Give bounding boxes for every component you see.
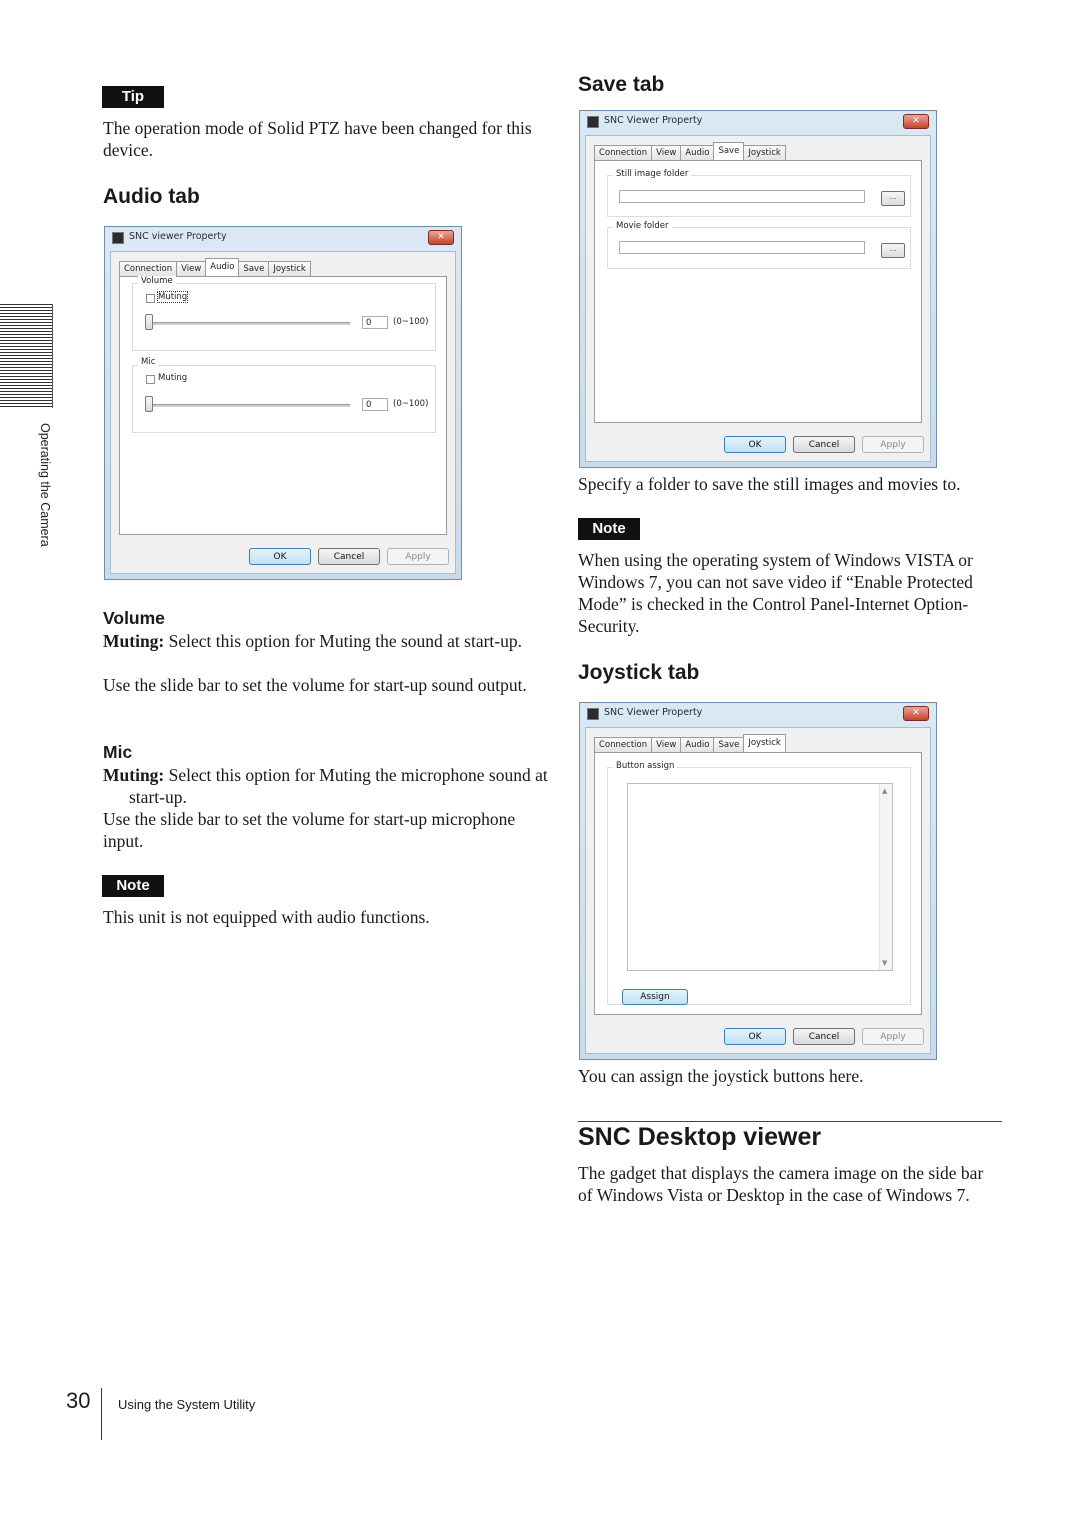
list-scrollbar[interactable] — [879, 784, 892, 970]
volume-muting-text — [103, 630, 559, 652]
apply-button[interactable]: Apply — [862, 436, 924, 453]
tab-audio[interactable]: Audio — [680, 737, 714, 752]
volume-value-field[interactable]: 0 — [362, 316, 388, 329]
tab-connection[interactable]: Connection — [594, 737, 652, 752]
dialog-title: SNC Viewer Property — [604, 115, 703, 126]
snc-desktop-text: The gadget that displays the camera image on the side bar of Windows Vista or Desktop in the case of Windows 7. — [578, 1163, 984, 1205]
tab-view[interactable]: View — [176, 261, 206, 276]
tab-joystick[interactable]: Joystick — [743, 734, 785, 752]
tab-joystick[interactable]: Joystick — [268, 261, 310, 276]
side-tab-divider — [52, 304, 53, 408]
still-folder-input[interactable] — [619, 190, 865, 203]
cancel-button[interactable]: Cancel — [793, 436, 855, 453]
title-bar — [105, 227, 461, 249]
joystick-caption: You can assign the joystick buttons here. — [578, 1066, 864, 1086]
movie-folder-browse-button[interactable]: ... — [881, 243, 905, 258]
volume-slider-thumb[interactable] — [145, 314, 153, 330]
tab-connection[interactable]: Connection — [594, 145, 652, 160]
tab-save[interactable]: Save — [238, 261, 269, 276]
volume-heading: Volume — [103, 608, 165, 628]
apply-button[interactable]: Apply — [387, 548, 449, 565]
title-bar — [580, 111, 936, 133]
dialog-client — [110, 251, 456, 574]
scroll-down-icon[interactable]: ▼ — [882, 959, 888, 967]
joystick-tab-heading: Joystick tab — [578, 661, 700, 684]
cancel-button[interactable]: Cancel — [318, 548, 380, 565]
dialog-title: SNC Viewer Property — [604, 707, 703, 718]
audio-dialog — [104, 226, 462, 580]
tab-view[interactable]: View — [651, 145, 681, 160]
tab-strip — [594, 736, 785, 752]
app-icon — [587, 708, 599, 720]
app-icon — [587, 116, 599, 128]
mic-slider-thumb[interactable] — [145, 396, 153, 412]
mic-heading: Mic — [103, 742, 133, 762]
side-tab-label: Operating the Camera — [38, 423, 52, 547]
save-dialog — [579, 110, 937, 468]
assign-button[interactable]: Assign — [622, 989, 688, 1005]
title-bar — [580, 703, 936, 725]
dialog-client — [585, 135, 931, 462]
mic-slider-track — [148, 404, 350, 407]
still-folder-label: Still image folder — [613, 169, 691, 179]
volume-range-label: (0~100) — [393, 317, 429, 327]
audio-tab-heading: Audio tab — [103, 185, 200, 208]
button-assign-label: Button assign — [613, 761, 677, 771]
apply-button[interactable]: Apply — [862, 1028, 924, 1045]
joystick-dialog — [579, 702, 937, 1060]
cancel-button[interactable]: Cancel — [793, 1028, 855, 1045]
audio-panel — [119, 276, 447, 535]
right-note-label: Note — [578, 518, 640, 540]
left-note-label: Note — [102, 875, 164, 897]
save-caption: Specify a folder to save the still images and movies to. — [578, 474, 961, 494]
dialog-title: SNC viewer Property — [129, 231, 227, 242]
still-folder-browse-button[interactable]: ... — [881, 191, 905, 206]
save-panel — [594, 160, 922, 423]
snc-desktop-heading: SNC Desktop viewer — [578, 1123, 822, 1151]
page-number: 30 — [66, 1388, 91, 1413]
dialog-client — [585, 727, 931, 1054]
button-assign-list[interactable] — [627, 783, 893, 971]
ok-button[interactable]: OK — [249, 548, 311, 565]
footer-section: Using the System Utility — [118, 1397, 256, 1412]
volume-slider-track — [148, 322, 350, 325]
movie-folder-label: Movie folder — [613, 221, 672, 231]
close-icon[interactable]: ✕ — [903, 114, 929, 129]
mic-group-label: Mic — [138, 357, 158, 367]
section-rule — [578, 1121, 1002, 1122]
side-tab-stripes — [0, 304, 52, 408]
volume-slide-text: Use the slide bar to set the volume for start-up sound output. — [103, 675, 527, 695]
ok-button[interactable]: OK — [724, 436, 786, 453]
ok-button[interactable]: OK — [724, 1028, 786, 1045]
tab-audio[interactable]: Audio — [680, 145, 714, 160]
mic-muting-text — [103, 764, 559, 808]
mic-value-field[interactable]: 0 — [362, 398, 388, 411]
volume-group-label: Volume — [138, 276, 176, 286]
volume-muting-label: Muting — [158, 292, 188, 302]
close-icon[interactable]: ✕ — [903, 706, 929, 721]
mic-muting-term: Muting: — [103, 765, 165, 785]
tab-joystick[interactable]: Joystick — [743, 145, 785, 160]
mic-muting-label: Muting — [158, 373, 188, 383]
tab-connection[interactable]: Connection — [119, 261, 177, 276]
scroll-up-icon[interactable]: ▲ — [882, 787, 888, 795]
tip-label: Tip — [102, 86, 164, 108]
tab-strip — [119, 260, 310, 276]
close-icon[interactable]: ✕ — [428, 230, 454, 245]
save-tab-heading: Save tab — [578, 73, 665, 96]
volume-muting-checkbox[interactable] — [146, 294, 155, 303]
joystick-panel — [594, 752, 922, 1015]
mic-slide-text: Use the slide bar to set the volume for start-up microphone input. — [103, 809, 516, 851]
mic-range-label: (0~100) — [393, 399, 429, 409]
tab-save[interactable]: Save — [713, 142, 744, 160]
volume-muting-term: Muting: — [103, 631, 165, 651]
tab-view[interactable]: View — [651, 737, 681, 752]
tab-strip — [594, 144, 785, 160]
right-note-text: When using the operating system of Windows VISTA or Windows 7, you can not save video if “Enable Protected Mode” is checked in the Control Panel-Internet Option-Security. — [578, 550, 973, 636]
app-icon — [112, 232, 124, 244]
mic-muting-checkbox[interactable] — [146, 375, 155, 384]
tab-audio[interactable]: Audio — [205, 258, 239, 276]
movie-folder-input[interactable] — [619, 241, 865, 254]
left-note-text: This unit is not equipped with audio functions. — [103, 907, 430, 927]
footer-divider — [101, 1388, 102, 1440]
tab-save[interactable]: Save — [713, 737, 744, 752]
tip-text: The operation mode of Solid PTZ have been changed for this device. — [103, 118, 532, 160]
mic-muting-desc: Select this option for Muting the microphone sound at start-up. — [129, 765, 548, 807]
volume-muting-desc: Select this option for Muting the sound at start-up. — [164, 631, 522, 651]
